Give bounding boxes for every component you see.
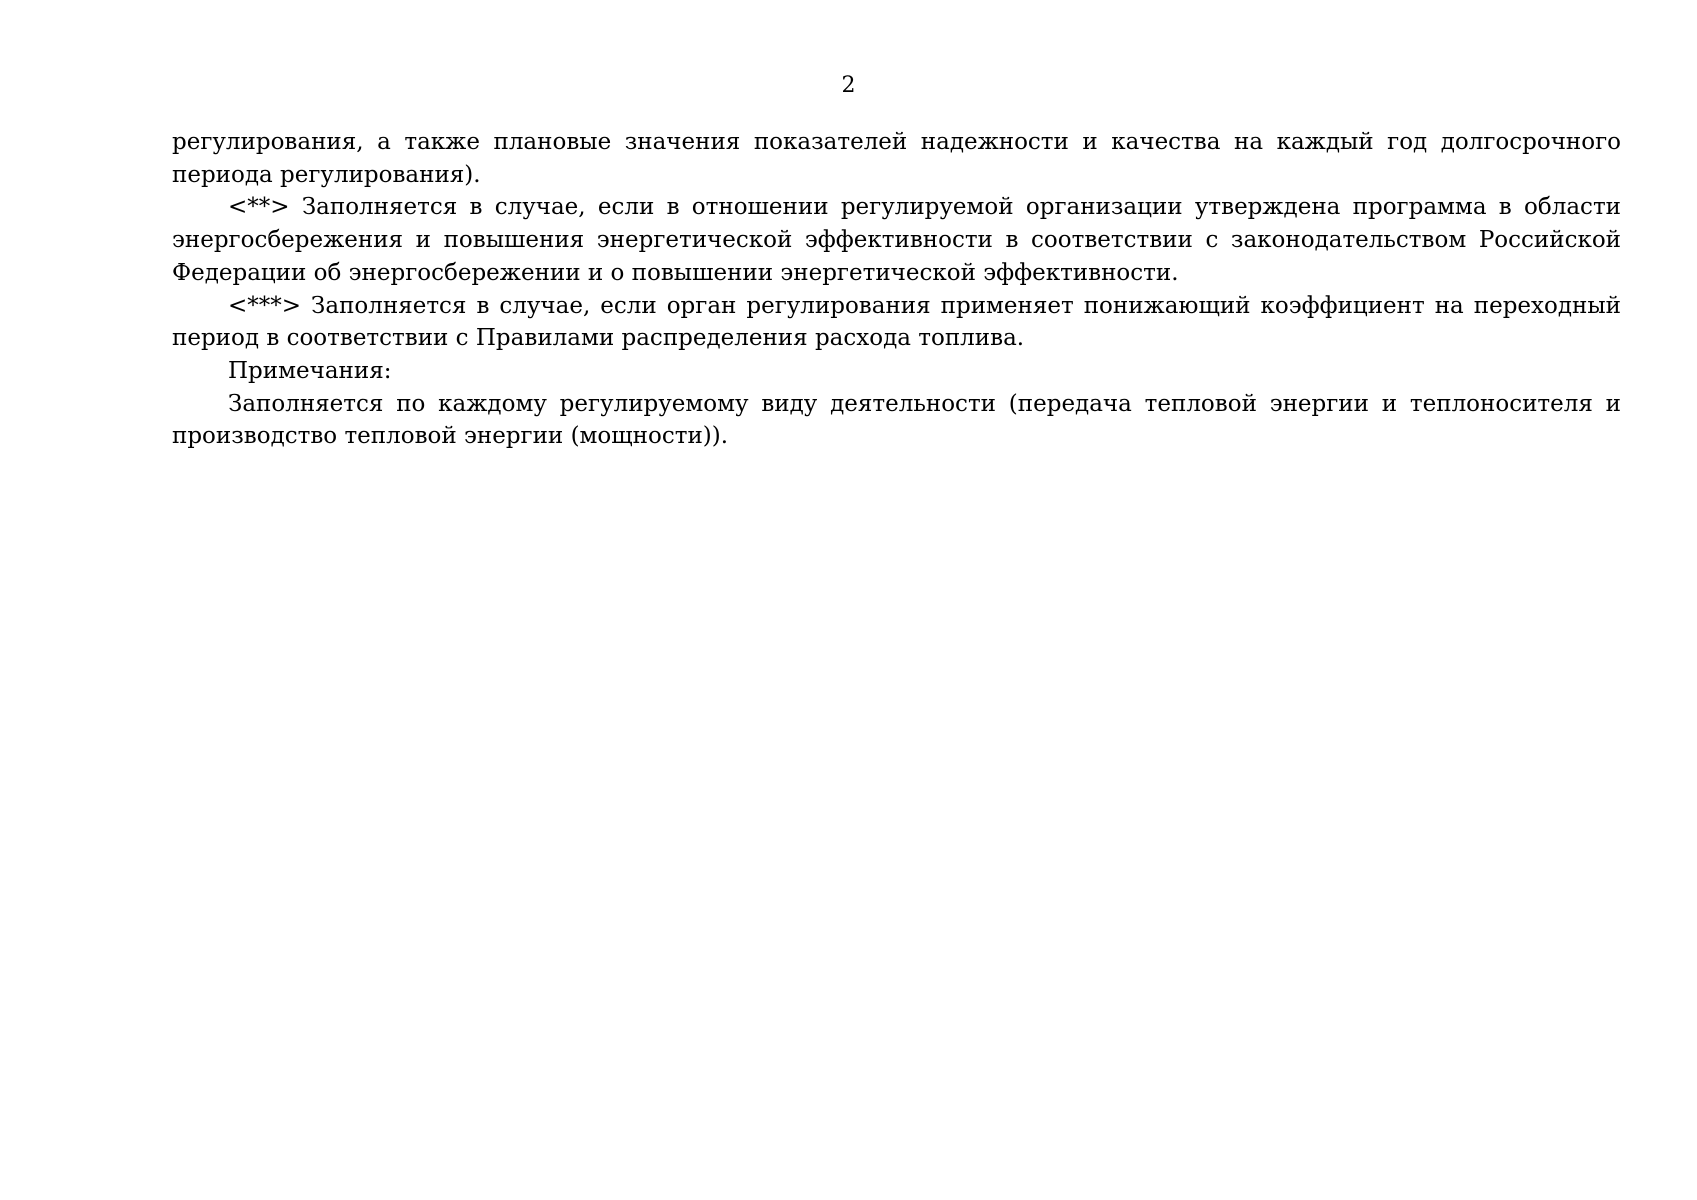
document-body: [172, 126, 1621, 453]
footnote-double-asterisk: <**> Заполняется в случае, если в отношении регулируемой организации утверждена программа в области энергосбережения и повышения энергетической эффективности в соответствии с законодательством Российской Федерации об энергосбережении и о повышении энергетической эффективности.: [172, 194, 1621, 286]
note-paragraph: Заполняется по каждому регулируемому виду деятельности (передача тепловой энергии и теплоносителя и производство тепловой энергии (мощности)).: [172, 390, 1621, 450]
page-number: 2: [841, 73, 856, 98]
notes-heading: Примечания:: [228, 357, 392, 384]
paragraph-continuation: регулирования, а также плановые значения показателей надежности и качества на каждый год долгосрочного периода регулирования).: [172, 129, 1621, 188]
footnote-triple-asterisk: <***> Заполняется в случае, если орган регулирования применяет понижающий коэффициент на переходный период в соответствии с Правилами распределения расхода топлива.: [172, 292, 1621, 352]
